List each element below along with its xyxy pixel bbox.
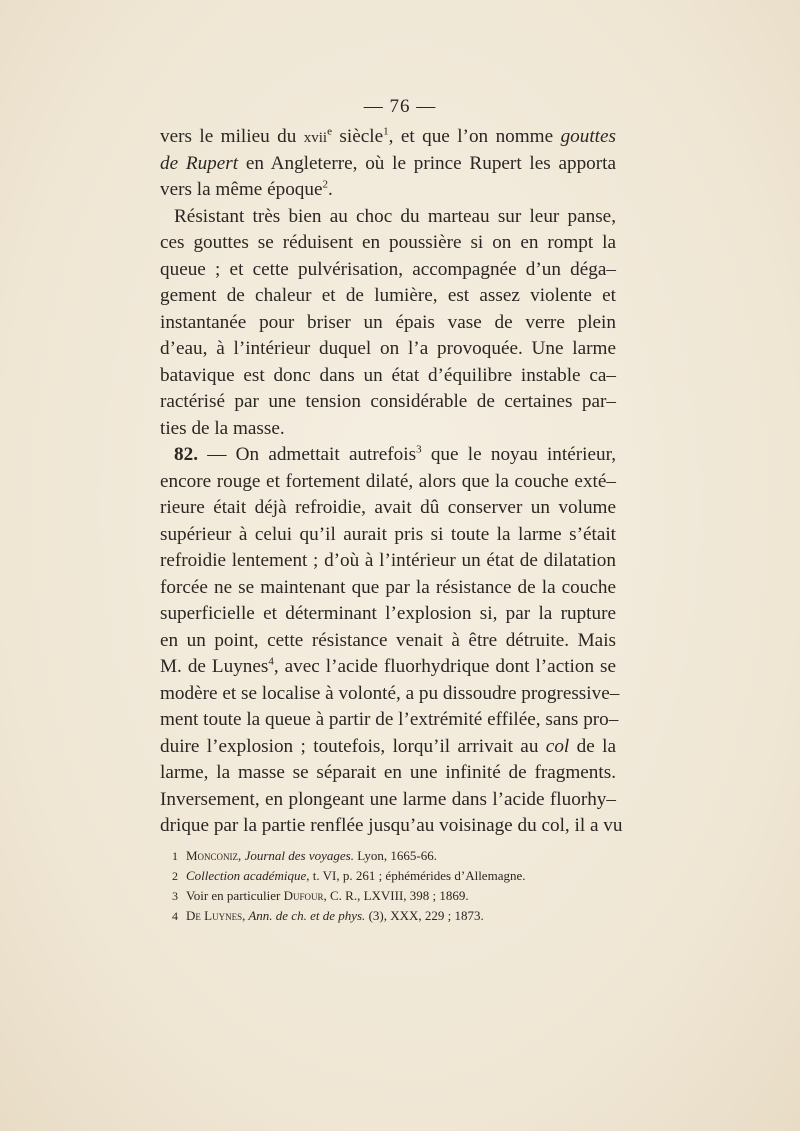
body-text: [160, 124, 623, 840]
text-line: refroidie lentement ; d’où à l’intérieur un état de dilatation: [160, 550, 616, 571]
text-line: larme, la masse se séparait en une infinité de fragments.: [160, 762, 616, 783]
text-line: vers la même époque$^2$.: [160, 178, 333, 200]
text-line: 82. — On admettait autrefois$^3$ que le noyau intérieur,: [174, 443, 616, 465]
text-line: duire l’explosion ; toutefois, lorqu’il arrivait au col de la: [160, 735, 616, 757]
footnotes: [172, 846, 602, 926]
footnote: 1 Monconiz, Journal des voyages. Lyon, 1665-66.: [172, 848, 438, 863]
section-number: 82.: [174, 444, 198, 465]
footnote-ref: 2: [322, 178, 328, 191]
text-line: d’eau, à l’intérieur duquel on l’a provoquée. Une larme: [160, 338, 616, 359]
text-line: superficielle et déterminant l’explosion si, par la rupture: [160, 603, 616, 624]
text-line: ractérisé par une tension considérable de certaines par–: [160, 391, 616, 412]
text-line: Inversement, en plongeant une larme dans l’acide fluorhy–: [160, 788, 616, 810]
footnote: 3 Voir en particulier Dufour, C. R., LXVIII, 398 ; 1869.: [172, 888, 469, 903]
footnote-ref: 1: [383, 125, 389, 138]
footnote: 4 De Luynes, Ann. de ch. et de phys. (3), XXX, 229 ; 1873.: [172, 908, 484, 923]
text-line: rieure était déjà refroidie, avait dû conserver un volume: [160, 497, 616, 518]
text-line: modère et se localise à volonté, a pu dissoudre progressive–: [160, 682, 620, 704]
text-line: Résistant très bien au choc du marteau sur leur panse,: [174, 205, 616, 227]
text-line: gement de chaleur et de lumière, est assez violente et: [160, 285, 616, 306]
text-line: encore rouge et fortement dilaté, alors que la couche exté–: [160, 470, 616, 492]
text-line: forcée ne se maintenant que par la résistance de la couche: [160, 576, 616, 598]
text-line: de Rupert en Angleterre, où le prince Rupert les apporta: [160, 152, 616, 174]
text-line: M. de Luynes$^4$, avec l’acide fluorhydrique dont l’action se: [160, 655, 617, 677]
text-line: ment toute la queue à partir de l’extrémité effilée, sans pro–: [160, 709, 619, 730]
footnote: 2 Collection académique, t. VI, p. 261 ; éphémérides d’Allemagne.: [172, 868, 526, 883]
text-line: instantanée pour briser un épais vase de verre plein: [160, 311, 616, 333]
footnote-ref: 4: [268, 655, 274, 668]
page-number: — 76 —: [363, 96, 437, 117]
text-line: drique par la partie renflée jusqu’au voisinage du col, il a vu: [160, 815, 623, 836]
text-line: ces gouttes se réduisent en poussière si on en rompt la: [160, 232, 616, 253]
text-line: queue ; et cette pulvérisation, accompagnée d’un déga–: [160, 258, 616, 280]
text-line: ties de la masse.: [160, 417, 285, 439]
text-line: en un point, cette résistance venait à être détruite. Mais: [160, 629, 616, 651]
footnote-ref: 3: [416, 443, 422, 456]
text-line: vers le milieu du xvii$^e$ siècle$^1$, et que l’on nomme gouttes: [160, 125, 616, 147]
text-line: supérieur à celui qu’il aurait pris si toute la larme s’était: [160, 523, 616, 545]
text-line: batavique est donc dans un état d’équilibre instable ca–: [160, 364, 616, 386]
